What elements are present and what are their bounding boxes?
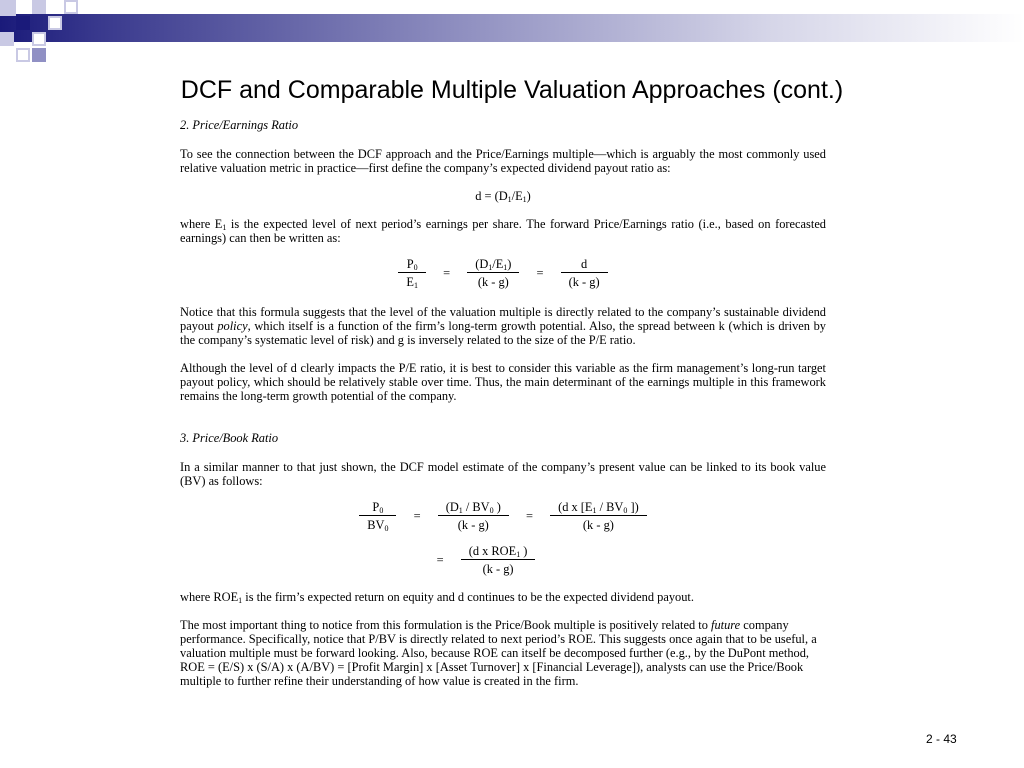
decor-square	[32, 32, 46, 46]
paragraph-pe-intro: To see the connection between the DCF approach and the Price/Earnings multiple—which is arguably the most commonly used relative valuation metric in practice—first define the company’s expected dividend payout ratio as:	[180, 147, 826, 175]
equation-pb-roe	[180, 544, 826, 576]
paragraph-pe-growth: Although the level of d clearly impacts the P/E ratio, it is best to consider this variable as the firm management’s long-run target payout policy, which should be relatively stable over time. Thus, the main determinant of the earnings multiple in this framework remains the long-term growth potential of the company.	[180, 361, 826, 403]
paragraph-pb-future: The most important thing to notice from this formulation is the Price/Book multiple is positively related to future company performance. Specifically, notice that P/BV is directly related to next period’s ROE. This suggests once again that to be useful, a valuation multiple must be forward looking. Also, because ROE can itself be decomposed further (e.g., by the DuPont method, ROE = (E/S) x (S/A) x (A/BV) = [Profit Margin] x [Asset Turnover] x [Financial Leverage]), analysts can use the Price/Book multiple to further refine their understanding of how value is created in the firm.	[180, 618, 817, 688]
paragraph-pb-intro: In a similar manner to that just shown, the DCF model estimate of the company’s present value can be linked to its book value (BV) as follows:	[180, 460, 826, 488]
decor-square	[16, 16, 30, 30]
decor-square	[0, 0, 16, 16]
equals-sign: =	[436, 553, 444, 567]
equals-sign: =	[413, 509, 421, 523]
equation-payout-ratio: $d = (D_1/E_1)$	[475, 189, 531, 204]
slide-body	[180, 118, 826, 688]
equals-sign: =	[525, 509, 533, 523]
fraction-p0-e1: $\frac{P_0}{E_1}$	[398, 257, 426, 289]
fraction-de1bv0-kg: $\frac{(d x [E_1 / BV_0 ])}{(k - g)}$	[550, 500, 647, 532]
fraction-d1bv0-kg: $\frac{(D_1 / BV_0 )}{(k - g)}$	[438, 500, 509, 532]
paragraph-pe-policy: Notice that this formula suggests that the level of the valuation multiple is directly related to the company’s sustainable dividend payout policy, which itself is a function of the firm’s long-term growth potential. Also, the spread between k (which is driven by the company’s systematic level of risk) and g is inversely related to the size of the P/E ratio.	[180, 305, 827, 347]
equation-pe-ratio	[180, 257, 826, 289]
section-heading-pe: 2. Price/Earnings Ratio	[180, 118, 299, 132]
decor-square	[16, 48, 30, 62]
fraction-droe-kg: $\frac{(d x ROE_1 )}{(k - g)}$	[461, 544, 536, 576]
equation-pb-ratio	[180, 500, 826, 532]
paragraph-pe-forward: where $E_1$ is the expected level of next period’s earnings per share. The forward Price/Earnings ratio (i.e., based on forecasted earnings) can then be written as:	[180, 217, 827, 245]
equals-sign: =	[536, 266, 544, 280]
header-gradient-bar	[0, 14, 1024, 42]
fraction-d1e1-kg: $\frac{(D_1/E_1)}{(k - g)}$	[467, 257, 519, 289]
paragraph-pb-roe: where $ROE_1$ is the firm’s expected return on equity and d continues to be the expected dividend payout.	[180, 590, 694, 605]
decor-square	[64, 0, 78, 14]
decor-square	[0, 32, 14, 46]
decor-square	[32, 48, 46, 62]
fraction-p0-bv0: $\frac{P_0}{BV_0}$	[359, 500, 396, 532]
decor-square	[48, 16, 62, 30]
section-heading-pb: 3. Price/Book Ratio	[180, 431, 279, 445]
equals-sign: =	[443, 266, 451, 280]
fraction-d-kg: $\frac{d}{(k - g)}$	[561, 257, 608, 289]
page-number: 2 - 43	[926, 732, 957, 746]
decor-square	[32, 0, 46, 14]
slide-title: DCF and Comparable Multiple Valuation Approaches (cont.)	[180, 76, 844, 104]
